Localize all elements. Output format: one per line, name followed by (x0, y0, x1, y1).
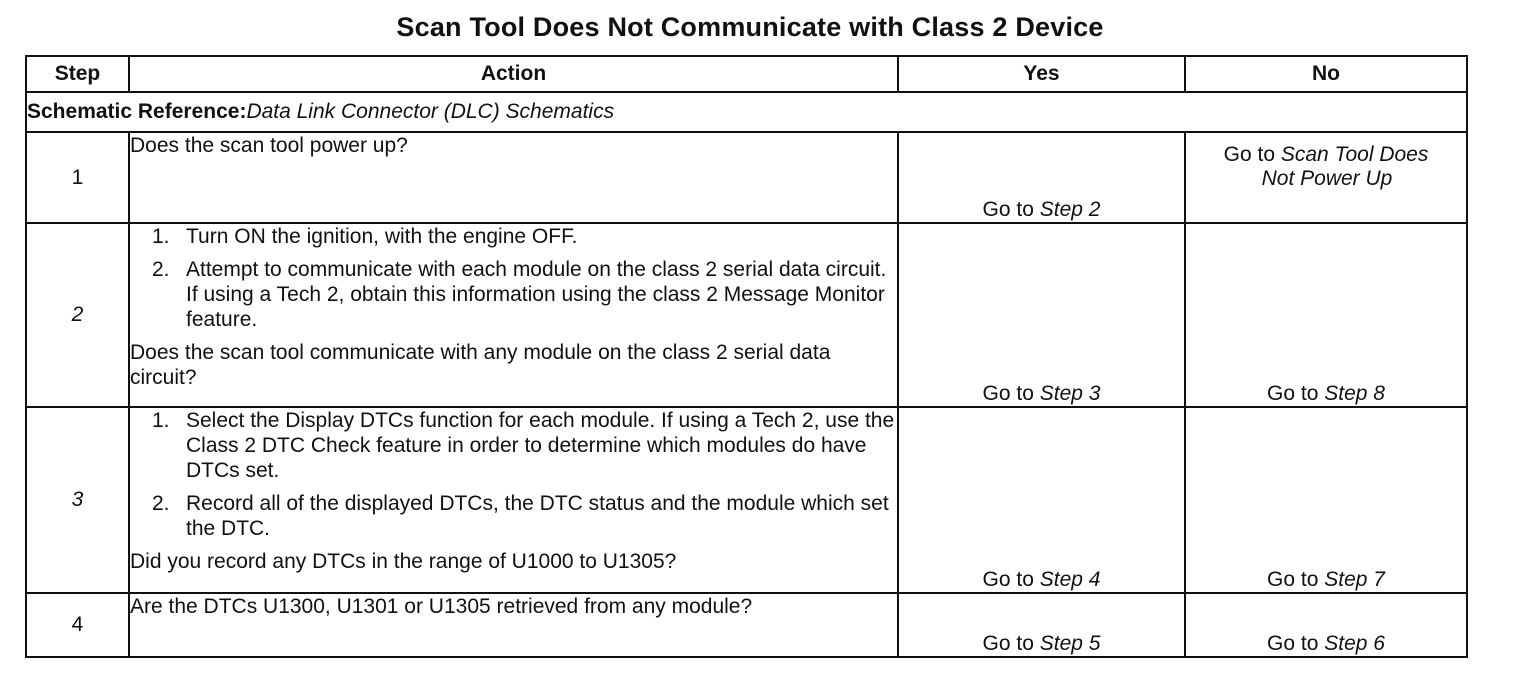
table-row (26, 407, 1467, 593)
no-cell (1185, 223, 1467, 407)
action-step (130, 491, 897, 541)
yes-cell (898, 407, 1185, 593)
no-prefix: Go to (1267, 382, 1325, 405)
no-cell (1185, 593, 1467, 657)
no-prefix: Go to (1267, 568, 1325, 591)
action-question: Does the scan tool power up? (130, 134, 408, 157)
action-step-text: Attempt to communicate with each module on the class 2 serial data circuit. If using a Tech 2, obtain this information using the class 2 Message Monitor feature. (186, 258, 887, 331)
yes-cell (898, 593, 1185, 657)
schematic-reference (26, 92, 1467, 132)
schematic-row (26, 92, 1467, 132)
action-question: Are the DTCs U1300, U1301 or U1305 retrieved from any module? (130, 595, 753, 618)
schematic-link[interactable]: Data Link Connector (DLC) Schematics (246, 100, 615, 123)
header-no: No (1185, 56, 1467, 92)
header-row (26, 56, 1467, 92)
no-prefix: Go to (1267, 632, 1325, 655)
yes-prefix: Go to (982, 568, 1040, 591)
yes-prefix: Go to (982, 632, 1040, 655)
yes-target-link[interactable]: Step 4 (1039, 568, 1101, 591)
action-cell (129, 593, 898, 657)
diagnostic-table (25, 55, 1468, 658)
action-step-text: Select the Display DTCs function for each module. If using a Tech 2, use the Class 2 DTC Check feature in order to determine which modules do have DTCs set. (186, 409, 895, 482)
yes-prefix: Go to (982, 198, 1040, 221)
step-number: 2 (71, 303, 84, 326)
yes-target-link[interactable]: Step 3 (1039, 382, 1101, 405)
action-step (130, 408, 897, 483)
header-step: Step (26, 56, 129, 92)
header-yes: Yes (898, 56, 1185, 92)
table-row (26, 223, 1467, 407)
no-target-link-line1[interactable]: Scan Tool Does (1280, 143, 1429, 166)
no-target-link[interactable]: Step 7 (1324, 568, 1385, 591)
no-target-link[interactable]: Step 6 (1324, 632, 1385, 655)
action-step-num: 2. (152, 492, 170, 515)
action-step-text: Turn ON the ignition, with the engine OFF. (186, 225, 578, 248)
no-target-link-line2[interactable]: Not Power Up (1261, 167, 1393, 190)
step-number: 1 (26, 132, 129, 223)
no-prefix: Go to (1223, 143, 1281, 166)
table-row (26, 132, 1467, 223)
yes-cell (898, 223, 1185, 407)
action-step-num: 2. (152, 258, 170, 281)
action-steps (130, 408, 897, 541)
action-step (130, 224, 897, 249)
action-step-text: Record all of the displayed DTCs, the DTC status and the module which set the DTC. (186, 492, 889, 540)
action-cell (129, 223, 898, 407)
action-question: Did you record any DTCs in the range of U1000 to U1305? (130, 550, 677, 573)
step-number-cell (26, 407, 129, 593)
action-steps (130, 224, 897, 332)
schematic-label: Schematic Reference: (27, 100, 247, 123)
action-step-num: 1. (152, 409, 170, 432)
step-number: 4 (26, 593, 129, 657)
page-title: Scan Tool Does Not Communicate with Class 2 Device (396, 12, 1104, 42)
header-action: Action (129, 56, 898, 92)
table-row (26, 593, 1467, 657)
yes-target-link[interactable]: Step 2 (1039, 198, 1101, 221)
no-cell (1185, 132, 1467, 223)
action-question: Does the scan tool communicate with any module on the class 2 serial data circuit? (130, 341, 831, 389)
no-cell (1185, 407, 1467, 593)
action-cell (129, 132, 898, 223)
step-number-cell (26, 223, 129, 407)
yes-target-link[interactable]: Step 5 (1039, 632, 1101, 655)
action-step (130, 257, 897, 332)
action-step-num: 1. (152, 225, 170, 248)
yes-prefix: Go to (982, 382, 1040, 405)
no-target-link[interactable]: Step 8 (1324, 382, 1385, 405)
yes-cell (898, 132, 1185, 223)
step-number: 3 (71, 488, 84, 511)
action-cell (129, 407, 898, 593)
